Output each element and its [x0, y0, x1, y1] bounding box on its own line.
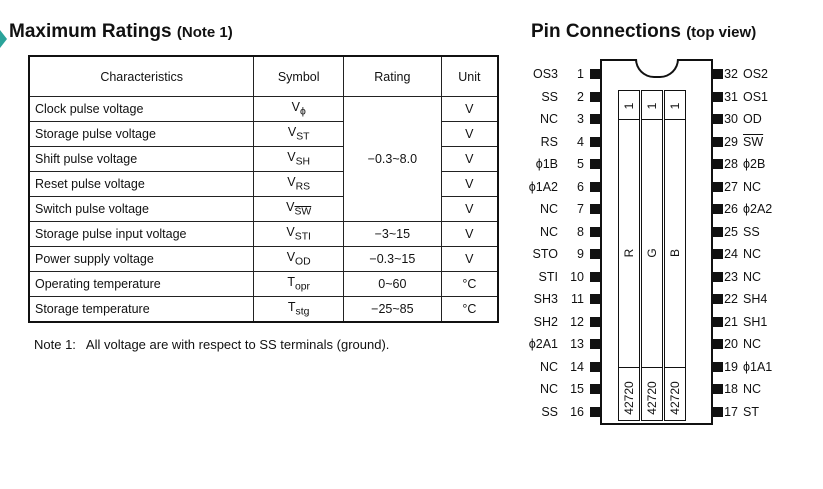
row-symbol: $V_{\overline{SW}}$: [254, 197, 344, 222]
pin-name-right: SH4: [743, 292, 768, 306]
pin-lead-left: [590, 362, 600, 372]
pin-number-left: 8: [577, 224, 584, 239]
pin-lead-left: [590, 159, 600, 169]
row-name: Storage pulse input voltage: [29, 222, 254, 247]
merged-rating: −0.3~8.0: [344, 97, 442, 222]
pin-lead-left: [590, 114, 600, 124]
channel-divider: [665, 119, 685, 120]
pin-name-right: NC: [743, 247, 762, 261]
pin-number-left: 3: [577, 112, 584, 126]
channel-letter: B: [668, 248, 682, 258]
col-header-symbol: Symbol: [254, 56, 344, 97]
row-unit: V: [441, 247, 498, 272]
table-row: [29, 222, 498, 247]
pin-number-left: 12: [570, 314, 584, 329]
pin-name-left: SS: [541, 89, 558, 104]
pin-name-left: ϕ1B: [535, 157, 558, 171]
pin-name-left: NC: [539, 202, 558, 216]
pin-number-right: 20: [724, 337, 738, 351]
pin-name-right: ST: [743, 404, 759, 419]
channel-pixel-count: 42720: [645, 381, 659, 415]
pin-lead-left: [590, 272, 600, 282]
pin-number-left: 7: [577, 202, 584, 216]
row-name: Reset pulse voltage: [29, 172, 254, 197]
pin-name-left: ϕ2A1: [528, 337, 558, 351]
row-rating: −3~15: [344, 222, 442, 247]
channel-letter: R: [622, 248, 636, 258]
pin-name-left: SH2: [533, 314, 558, 329]
pin-number-left: 10: [570, 269, 584, 284]
pin-name-right: NC: [743, 179, 762, 194]
pin-name-right: SS: [743, 224, 760, 239]
max-ratings-table: [28, 55, 499, 323]
row-unit: V: [441, 97, 498, 122]
row-symbol: $V_{ST}$: [254, 122, 344, 147]
row-rating: −25~85: [344, 297, 442, 323]
channel-divider: [642, 367, 662, 368]
row-name: Clock pulse voltage: [29, 97, 254, 122]
row-unit: V: [441, 222, 498, 247]
pin-number-left: 5: [577, 157, 584, 171]
row-unit: °C: [441, 272, 498, 297]
row-symbol: $V_{OD}$: [254, 247, 344, 272]
pin-number-right: 24: [724, 247, 738, 261]
pin-connections-heading: Pin Connections (top view): [531, 21, 757, 42]
pin-number-right: 22: [724, 292, 738, 306]
pin-lead-left: [590, 69, 600, 79]
row-symbol: $T_{opr}$: [254, 272, 344, 297]
col-header-characteristics: Characteristics: [29, 56, 254, 97]
pin-name-right: OD: [743, 112, 762, 126]
pin-lead-left: [590, 204, 600, 214]
channel-divider: [619, 119, 639, 120]
pin-name-left: NC: [539, 224, 558, 239]
sensor-channel-g: [641, 90, 663, 421]
channel-divider: [642, 119, 662, 120]
row-unit: V: [441, 197, 498, 222]
pin-number-right: 21: [724, 314, 738, 329]
row-symbol: $V_{SH}$: [254, 147, 344, 172]
pin-number-right: 28: [724, 157, 738, 171]
row-name: Storage pulse voltage: [29, 122, 254, 147]
row-name: Operating temperature: [29, 272, 254, 297]
row-rating: −0.3~15: [344, 247, 442, 272]
max-ratings-heading: Maximum Ratings (Note 1): [9, 21, 233, 42]
pin-number-right: 18: [724, 382, 738, 396]
col-header-rating: Rating: [344, 56, 442, 97]
channel-pixel-count: 42720: [622, 381, 636, 415]
pin-number-left: 1: [577, 67, 584, 81]
row-rating: 0~60: [344, 272, 442, 297]
channel-top-mark: 1: [622, 102, 636, 110]
pin-name-right: NC: [743, 382, 762, 396]
channel-top-mark: 1: [668, 102, 682, 110]
sensor-channel-b: [664, 90, 686, 421]
pin-name-left: RS: [540, 134, 558, 149]
pin-name-left: SH3: [533, 292, 558, 306]
table-row: [29, 272, 498, 297]
pin-name-left: NC: [539, 359, 558, 374]
row-name: Switch pulse voltage: [29, 197, 254, 222]
col-header-unit: Unit: [441, 56, 498, 97]
pin-number-left: 15: [570, 382, 584, 396]
pin-number-right: 25: [724, 224, 738, 239]
pin-number-left: 6: [577, 179, 584, 194]
pin-lead-left: [590, 294, 600, 304]
table-row: [29, 97, 498, 122]
pin-number-right: 27: [724, 179, 738, 194]
channel-top-mark: 1: [645, 102, 659, 110]
row-symbol: $V_{STI}$: [254, 222, 344, 247]
pin-lead-left: [590, 227, 600, 237]
row-unit: °C: [441, 297, 498, 323]
pin-number-left: 2: [577, 89, 584, 104]
pin-name-left: STI: [538, 269, 558, 284]
pin-number-left: 11: [571, 292, 584, 306]
sensor-channel-r: [618, 90, 640, 421]
pin-number-right: 19: [724, 359, 738, 374]
pin-lead-left: [590, 92, 600, 102]
pin-name-left: ϕ1A2: [528, 179, 558, 194]
row-symbol: $V_{RS}$: [254, 172, 344, 197]
channel-divider: [665, 367, 685, 368]
pin-number-right: 30: [724, 112, 738, 126]
pin-number-right: 26: [724, 202, 738, 216]
pin-number-left: 16: [570, 404, 584, 419]
pin-number-right: 29: [724, 134, 738, 149]
row-symbol: $T_{stg}$: [254, 297, 344, 323]
pin-name-right: OS1: [743, 89, 769, 104]
pin-number-right: 17: [724, 404, 738, 419]
table-footnote: Note 1: All voltage are with respect to SS terminals (ground).: [34, 337, 390, 352]
row-unit: V: [441, 122, 498, 147]
pin-name-right: OS2: [743, 67, 769, 81]
pin-name-right: $\overline{SW}$: [743, 134, 764, 149]
chip-notch: [635, 59, 679, 78]
pin-name-right: ϕ1A1: [743, 359, 773, 374]
pin-lead-left: [590, 407, 600, 417]
pin-lead-left: [590, 182, 600, 192]
table-row: [29, 297, 498, 323]
pin-number-right: 23: [724, 269, 738, 284]
channel-divider: [619, 367, 639, 368]
corner-accent: [0, 30, 7, 48]
pin-name-right: NC: [743, 337, 762, 351]
table-header-row: [29, 56, 498, 97]
pin-number-left: 9: [577, 247, 584, 261]
pin-name-right: SH1: [743, 314, 768, 329]
row-name: Shift pulse voltage: [29, 147, 254, 172]
row-name: Storage temperature: [29, 297, 254, 323]
pin-number-left: 14: [570, 359, 584, 374]
row-symbol: $V_\phi$: [254, 97, 344, 122]
pin-name-right: ϕ2B: [743, 157, 766, 171]
pin-name-left: NC: [539, 382, 558, 396]
pin-lead-left: [590, 384, 600, 394]
row-unit: V: [441, 147, 498, 172]
table-row: [29, 247, 498, 272]
row-unit: V: [441, 172, 498, 197]
pin-number-left: 4: [577, 134, 584, 149]
pin-name-left: OS3: [532, 67, 558, 81]
pin-lead-left: [590, 137, 600, 147]
pin-number-right: 32: [724, 67, 738, 81]
pin-lead-left: [590, 249, 600, 259]
pin-number-left: 13: [570, 337, 584, 351]
pin-name-left: NC: [539, 112, 558, 126]
chip-body: [600, 59, 713, 425]
pin-name-right: ϕ2A2: [743, 202, 773, 216]
pin-lead-left: [590, 339, 600, 349]
pin-name-left: STO: [532, 247, 558, 261]
pin-name-left: SS: [541, 404, 558, 419]
pin-lead-left: [590, 317, 600, 327]
channel-letter: G: [645, 248, 659, 258]
row-name: Power supply voltage: [29, 247, 254, 272]
channel-pixel-count: 42720: [668, 381, 682, 415]
pin-number-right: 31: [724, 89, 738, 104]
pin-name-right: NC: [743, 269, 762, 284]
